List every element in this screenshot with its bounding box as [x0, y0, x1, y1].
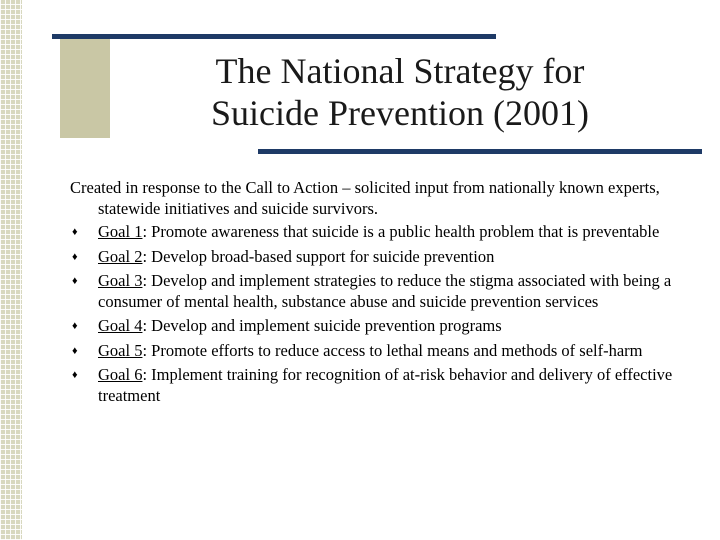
- title-accent-block: [60, 38, 110, 138]
- diamond-bullet-icon: ♦: [72, 369, 78, 381]
- goal-item-5: [70, 341, 700, 362]
- goal-label-1[interactable]: Goal 1: [98, 222, 143, 241]
- slide-title-line-2: Suicide Prevention (2001): [211, 93, 589, 133]
- goal-label-2[interactable]: Goal 2: [98, 246, 143, 266]
- diamond-bullet-icon: ♦: [72, 226, 78, 238]
- title-top-rule: [52, 34, 496, 39]
- slide-title-line-1: The National Strategy for: [215, 51, 585, 91]
- goals-list: [70, 222, 700, 406]
- goal-text-6: : Implement training for recognition of at-risk behavior and delivery of effective treatment: [98, 365, 673, 405]
- goal-label-5[interactable]: Goal 5: [98, 340, 143, 360]
- goal-text-4: : Develop and implement suicide prevention programs: [142, 316, 502, 335]
- goal-text-3: : Develop and implement strategies to reduce the stigma associated with being a consumer of mental health, substance abuse and suicide prevention services: [98, 271, 672, 311]
- title-bottom-rule: [258, 149, 702, 154]
- goal-label-4[interactable]: Goal 4: [98, 316, 143, 335]
- goal-text-5: : Promote efforts to reduce access to lethal means and methods of self-harm: [142, 340, 643, 360]
- goal-item-3: [70, 271, 700, 312]
- diamond-bullet-icon: ♦: [72, 320, 78, 332]
- left-decorative-stripe: [0, 0, 22, 540]
- goal-item-1: [70, 222, 700, 243]
- diamond-bullet-icon: ♦: [72, 250, 78, 263]
- goal-label-3[interactable]: Goal 3: [98, 271, 143, 290]
- diamond-bullet-icon: ♦: [72, 275, 78, 287]
- intro-paragraph: Created in response to the Call to Action – solicited input from nationally known experts, statewide initiatives and suicide survivors.: [70, 178, 660, 218]
- goal-label-6[interactable]: Goal 6: [98, 365, 143, 384]
- goal-text-1: : Promote awareness that suicide is a public health problem that is preventable: [142, 222, 660, 241]
- slide-title: [130, 50, 670, 134]
- goal-item-2: [70, 247, 700, 268]
- goal-item-4: [70, 316, 700, 337]
- goal-item-6: [70, 365, 700, 406]
- goal-text-2: : Develop broad-based support for suicide prevention: [142, 246, 495, 266]
- diamond-bullet-icon: ♦: [72, 344, 78, 357]
- slide-body: [70, 178, 700, 410]
